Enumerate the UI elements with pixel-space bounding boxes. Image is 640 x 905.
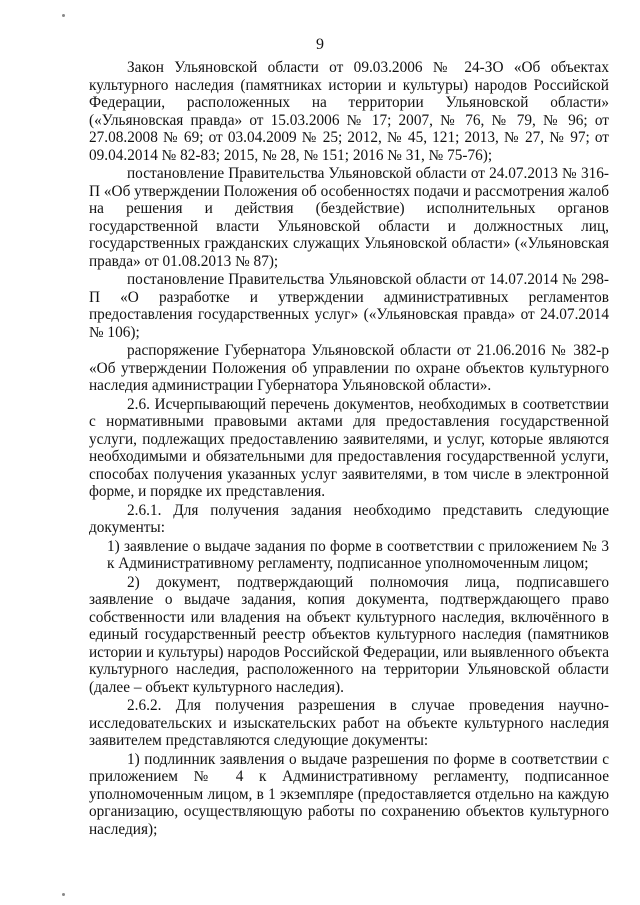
text-line: государственных гражданских служащих Ульяновской области» («Ульяновская bbox=[89, 235, 609, 252]
text-line: заявителем представляются следующие документы: bbox=[89, 732, 429, 749]
text-line: способах получения указанных услуг заявителями, в том числе в электронной bbox=[89, 465, 609, 483]
scan-speck bbox=[62, 893, 65, 896]
paragraph-order-382 bbox=[89, 342, 609, 395]
text-line: № 106); bbox=[89, 323, 140, 341]
text-line: с нормативными правовыми актами для предоставления государственной bbox=[89, 413, 609, 430]
text-line: («Ульяновская правда» от 15.03.2006 № 17; 2007, № 76, № 79, № 96; bbox=[89, 111, 595, 129]
text-line: правда» от 01.08.2013 № 87); bbox=[89, 252, 279, 270]
text-line: или владения на объект культурного наследия, включённого в единый bbox=[89, 608, 609, 643]
text-line: исследовательских и изыскательских работ на объекте культурного наследия bbox=[89, 714, 609, 732]
page-number: 9 bbox=[316, 36, 324, 53]
text-line: документы: bbox=[89, 519, 165, 536]
text-line: № 316-П «Об утверждении Положения об особенностях подачи и рассмотрения bbox=[89, 165, 609, 200]
text-line: наследия администрации Губернатора Ульяновской области». bbox=[89, 377, 492, 394]
text-line: уполномоченным лицом, в 1 экземпляре (предоставляется отдельно на каждую bbox=[89, 785, 609, 803]
text-line: культурного наследия (памятниках истории и культуры) народов Российской bbox=[89, 76, 609, 94]
text-line: № 3 к Административному регламенту, подписанное уполномоченным лицом; bbox=[107, 537, 609, 572]
text-line: наследия); bbox=[89, 820, 158, 838]
text-line: услуги, подлежащих предоставлению заявителями, и услуг, которые являются bbox=[89, 430, 609, 448]
text-line: 2.6.1. Для получения задания необходимо представить следующие bbox=[127, 501, 609, 519]
text-line: 2.6.2. Для получения разрешения в случае проведения научно- bbox=[127, 697, 609, 714]
text-line: государственный реестр объектов культурного наследия (памятников истории bbox=[89, 626, 610, 661]
text-line: жалоб на решения и действия (бездействие) исполнительных органов bbox=[89, 182, 609, 217]
text-line: организацию, осуществляющую работы по сохранению объектов культурного bbox=[89, 803, 609, 820]
text-line: 1) заявление о выдаче задания по форме в соответствии с приложением bbox=[107, 537, 583, 555]
text-line: постановление Правительства Ульяновской области от 24.07.2013 bbox=[127, 165, 562, 182]
document-body bbox=[89, 59, 609, 838]
text-line: (далее – объект культурного наследия). bbox=[89, 678, 344, 696]
paragraph-2-6-1 bbox=[89, 502, 609, 537]
paragraph-2-6 bbox=[89, 396, 609, 501]
paragraph-law bbox=[89, 59, 609, 164]
text-line: от 09.04.2014 № 82-83; 2015, № 28, № 151; 2016 № 31, № 75-76); bbox=[89, 129, 609, 164]
text-line: 2.6. Исчерпывающий перечень документов, необходимых в соответствии bbox=[127, 395, 609, 413]
paragraph-resolution-298 bbox=[89, 271, 609, 341]
paragraph-2-6-2 bbox=[89, 697, 609, 750]
text-line: с приложением № 4 к Административному регламенту, подписанное bbox=[89, 750, 609, 785]
text-line: «Об утверждении Положения об управлении по охране объектов культурного bbox=[89, 359, 609, 377]
text-line: Федерации, расположенных на территории Ульяновской области» bbox=[89, 94, 609, 111]
text-line: от 27.08.2008 № 69; от 03.04.2009 № 25; 2012, № 45, 121; 2013, № 27, № 97; bbox=[89, 111, 609, 146]
text-line: культурного наследия, расположенного на территории Ульяновской области bbox=[89, 661, 609, 678]
text-line: распоряжение Губернатора Ульяновской области от 21.06.2016 № 382-р bbox=[127, 342, 609, 359]
text-line: 1) подлинник заявления о выдаче разрешения по форме в соответствии bbox=[127, 750, 603, 768]
text-line: Закон Ульяновской области от 09.03.2006 № 24-ЗО «Об объектах bbox=[127, 59, 609, 76]
text-line: 2) документ, подтверждающий полномочия лица, подписавшего заявление bbox=[89, 573, 609, 608]
text-line: № 298-П «О разработке и утверждении административных регламентов bbox=[89, 271, 609, 306]
text-line: о выдаче задания, копия документа, подтверждающего право собственности bbox=[89, 591, 609, 626]
text-line: постановление Правительства Ульяновской области от 14.07.2014 bbox=[127, 271, 562, 288]
text-line: и культуры) народов Российской Федерации, или выявленного объекта bbox=[146, 643, 609, 661]
text-line: государственной власти Ульяновской области и должностных лиц, bbox=[89, 217, 609, 235]
text-line: предоставления государственных услуг» («Ульяновская правда» от 24.07.2014 bbox=[89, 306, 609, 323]
text-line: форме, и порядке их представления. bbox=[89, 483, 326, 500]
paragraph-item-1-original-application bbox=[89, 751, 609, 839]
scan-speck bbox=[62, 14, 65, 17]
text-line: необходимыми и обязательными для предоставления государственной услуги, bbox=[89, 448, 609, 465]
paragraph-resolution-316 bbox=[89, 165, 609, 270]
paragraph-item-1-application bbox=[89, 538, 609, 573]
paragraph-item-2-documents bbox=[89, 574, 609, 697]
